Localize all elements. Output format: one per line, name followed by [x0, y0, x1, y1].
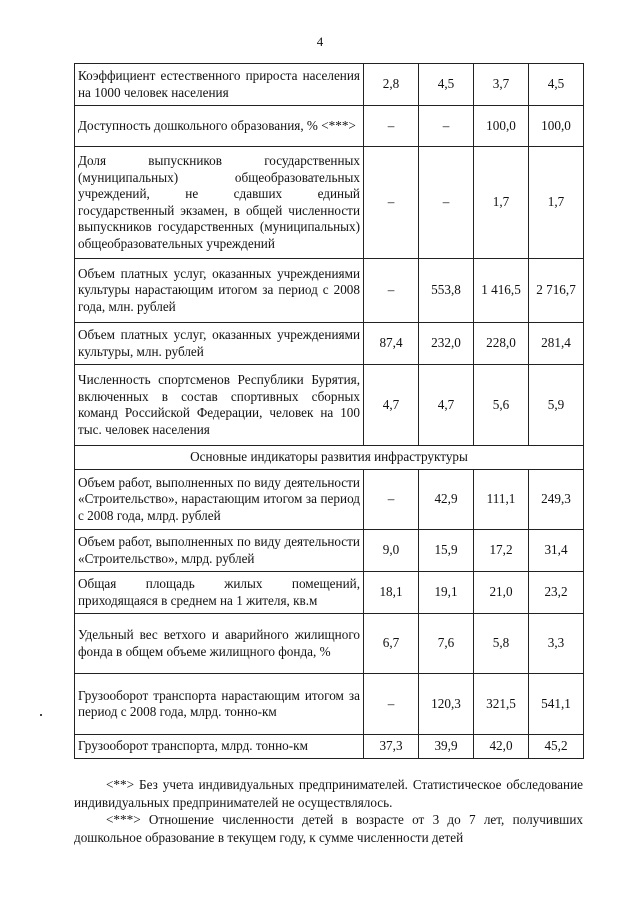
- table-row: [75, 470, 584, 530]
- value-cell: –: [364, 259, 419, 323]
- value-cell: 9,0: [364, 530, 419, 572]
- footnote-preschool-ratio: <***> Отношение численности детей в возрасте от 3 до 7 лет, получивших дошкольное образование в текущем году, к сумме численности детей: [74, 812, 583, 845]
- table-row: [75, 323, 584, 365]
- row-label: Общая площадь жилых помещений, приходящаяся в среднем на 1 жителя, кв.м: [75, 572, 364, 614]
- value-cell: 6,7: [364, 614, 419, 674]
- value-cell: 42,0: [474, 735, 529, 759]
- section-header-row: [75, 446, 584, 470]
- value-cell: 17,2: [474, 530, 529, 572]
- row-label: Объем работ, выполненных по виду деятельности «Строительство», млрд. рублей: [75, 530, 364, 572]
- value-cell: 7,6: [419, 614, 474, 674]
- value-cell: 87,4: [364, 323, 419, 365]
- section-title: Основные индикаторы развития инфраструктуры: [75, 446, 584, 470]
- row-label: Доля выпускников государственных (муниципальных) общеобразовательных учреждений, не сдавших единый государственный экзамен, в общей численности выпускников государственных (муниципальных) общеобразовательных учреждений: [75, 147, 364, 259]
- value-cell: 5,9: [529, 365, 584, 446]
- value-cell: 321,5: [474, 674, 529, 735]
- value-cell: 3,7: [474, 64, 529, 106]
- table-row: [75, 147, 584, 259]
- value-cell: –: [419, 106, 474, 147]
- value-cell: 100,0: [529, 106, 584, 147]
- row-label: Объем работ, выполненных по виду деятельности «Строительство», нарастающим итогом за период с 2008 года, млрд. рублей: [75, 470, 364, 530]
- value-cell: 3,3: [529, 614, 584, 674]
- table-row: [75, 106, 584, 147]
- table-row: [75, 530, 584, 572]
- row-label: Грузооборот транспорта, млрд. тонно-км: [75, 735, 364, 759]
- value-cell: 42,9: [419, 470, 474, 530]
- row-label: Численность спортсменов Республики Бурятия, включенных в состав спортивных сборных команд Российской Федерации, человек на 100 тыс. человек населения: [75, 365, 364, 446]
- value-cell: 541,1: [529, 674, 584, 735]
- value-cell: 232,0: [419, 323, 474, 365]
- value-cell: 23,2: [529, 572, 584, 614]
- table-row: [75, 674, 584, 735]
- value-cell: 2 716,7: [529, 259, 584, 323]
- value-cell: 2,8: [364, 64, 419, 106]
- value-cell: 120,3: [419, 674, 474, 735]
- value-cell: –: [364, 674, 419, 735]
- table-row: [75, 365, 584, 446]
- footnotes: [74, 776, 583, 846]
- value-cell: –: [364, 106, 419, 147]
- value-cell: 1,7: [529, 147, 584, 259]
- value-cell: 553,8: [419, 259, 474, 323]
- row-label: Коэффициент естественного прироста населения на 1000 человек населения: [75, 64, 364, 106]
- value-cell: 1 416,5: [474, 259, 529, 323]
- row-label: Объем платных услуг, оказанных учреждениями культуры нарастающим итогом за период с 2008 года, млн. рублей: [75, 259, 364, 323]
- value-cell: 18,1: [364, 572, 419, 614]
- value-cell: 5,8: [474, 614, 529, 674]
- indicators-table: [74, 63, 584, 759]
- table-row: [75, 64, 584, 106]
- value-cell: 281,4: [529, 323, 584, 365]
- scan-mark: [40, 714, 42, 716]
- value-cell: 45,2: [529, 735, 584, 759]
- row-label: Грузооборот транспорта нарастающим итогом за период с 2008 года, млрд. тонно-км: [75, 674, 364, 735]
- value-cell: 37,3: [364, 735, 419, 759]
- value-cell: 1,7: [474, 147, 529, 259]
- value-cell: 249,3: [529, 470, 584, 530]
- table-row: [75, 735, 584, 759]
- value-cell: 21,0: [474, 572, 529, 614]
- row-label: Объем платных услуг, оказанных учреждениями культуры, млн. рублей: [75, 323, 364, 365]
- value-cell: 4,5: [529, 64, 584, 106]
- value-cell: 15,9: [419, 530, 474, 572]
- value-cell: 19,1: [419, 572, 474, 614]
- value-cell: 228,0: [474, 323, 529, 365]
- footnote-no-entrepreneurs: <**> Без учета индивидуальных предпринимателей. Статистическое обследование индивидуальных предпринимателей не осуществлялось.: [74, 777, 583, 810]
- value-cell: –: [364, 470, 419, 530]
- value-cell: 100,0: [474, 106, 529, 147]
- page-number: 4: [316, 34, 324, 49]
- value-cell: –: [419, 147, 474, 259]
- value-cell: 5,6: [474, 365, 529, 446]
- table-row: [75, 614, 584, 674]
- value-cell: 4,7: [419, 365, 474, 446]
- indicators-table-body: [75, 64, 584, 759]
- value-cell: 4,5: [419, 64, 474, 106]
- row-label: Удельный вес ветхого и аварийного жилищного фонда в общем объеме жилищного фонда, %: [75, 614, 364, 674]
- value-cell: 39,9: [419, 735, 474, 759]
- table-row: [75, 572, 584, 614]
- value-cell: 4,7: [364, 365, 419, 446]
- value-cell: 111,1: [474, 470, 529, 530]
- row-label: Доступность дошкольного образования, % <***>: [75, 106, 364, 147]
- table-row: [75, 259, 584, 323]
- value-cell: 31,4: [529, 530, 584, 572]
- value-cell: –: [364, 147, 419, 259]
